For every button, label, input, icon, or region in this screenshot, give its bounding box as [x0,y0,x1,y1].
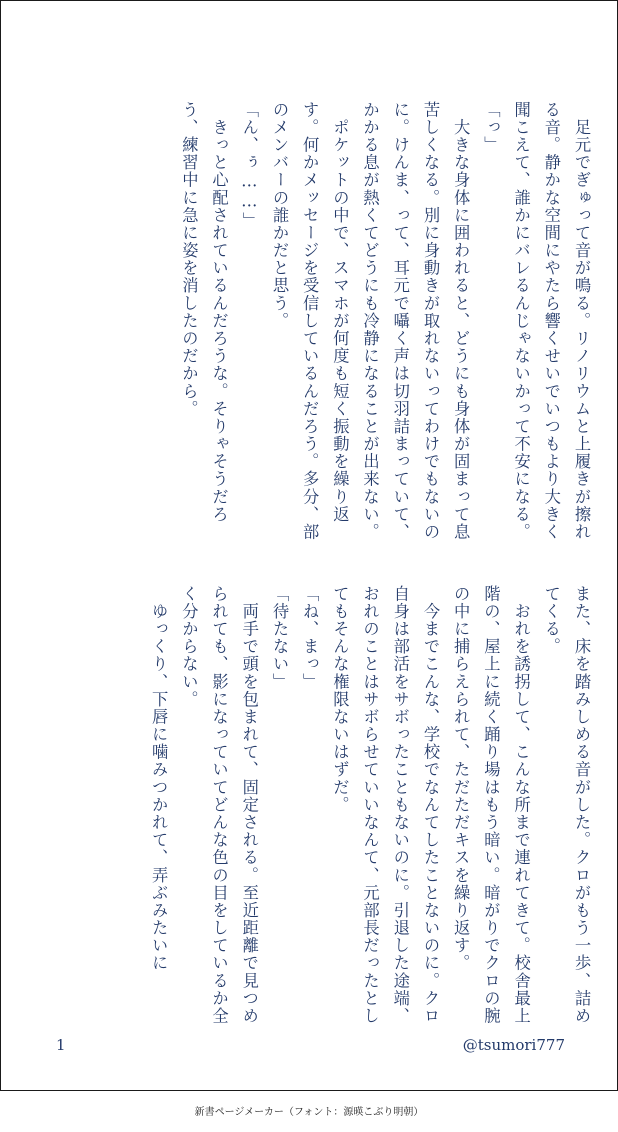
paragraph: 両手で頭を包まれて、固定される。至近距離で見つめられても、影になっていてどんな色の目をしているか全く分からない。 [179,585,259,1025]
paragraph: おれを誘拐して、こんな所まで連れてきて。校舎最上階の、屋上に続く踊り場はもう暗い。暗がりでクロの腕の中に捕らえられて、ただただキスを繰り返す。 [451,585,531,1025]
page-number: 1 [56,1036,66,1054]
paragraph: 「ん、ぅ……」 [239,101,259,230]
text-block-bottom [143,585,596,1025]
paragraph: きっと心配されているんだろうな。そりゃそうだろう、練習中に急に姿を消したのだから。 [179,101,229,524]
footer-credit: 新書ページメーカー（フォント：源暎こぶり明朝） [194,1107,424,1118]
text-block-top [173,101,596,541]
paragraph: 今までこんな、学校でなんてしたことないのに。クロ自身は部活をサボったこともないのに。引退した途端、おれのことはサボらせていいなんて、元部長だったとしてもそんな権限ないはずだ。 [330,585,440,1025]
paragraph: ゆっくり、下唇に噛みつかれて、弄ぶみたいに [149,585,169,972]
paragraph: 「待たない」 [269,585,289,691]
paragraph: 大きな身体に囲われると、どうにも身体が固まって息苦しくなる。別に身動きが取れないってわけでもないのに。けんま、って、耳元で囁く声は切羽詰まっていて、かかる息が熱くてどうにも冷静になることが出来ない。 [360,101,471,541]
paragraph: ポケットの中で、スマホが何度も短く振動を繰り返す。何かメッセージを受信しているんだろう。多分、部のメンバーの誰かだと思う。 [269,101,350,541]
author-handle: @tsumori777 [462,1036,565,1054]
paragraph: 「っ」 [481,101,501,154]
paragraph: 「ね、まっ」 [300,585,320,691]
paragraph: 足元でぎゅって音が鳴る。リノリウムと上履きが擦れる音。静かな空間にやたら響くせいでいつもより大きく聞こえて、誰かにバレるんじゃないかって不安になる。 [511,101,591,541]
paragraph: また、床を踏みしめる音がした。クロがもう一歩、詰めてくる。 [541,585,591,1025]
